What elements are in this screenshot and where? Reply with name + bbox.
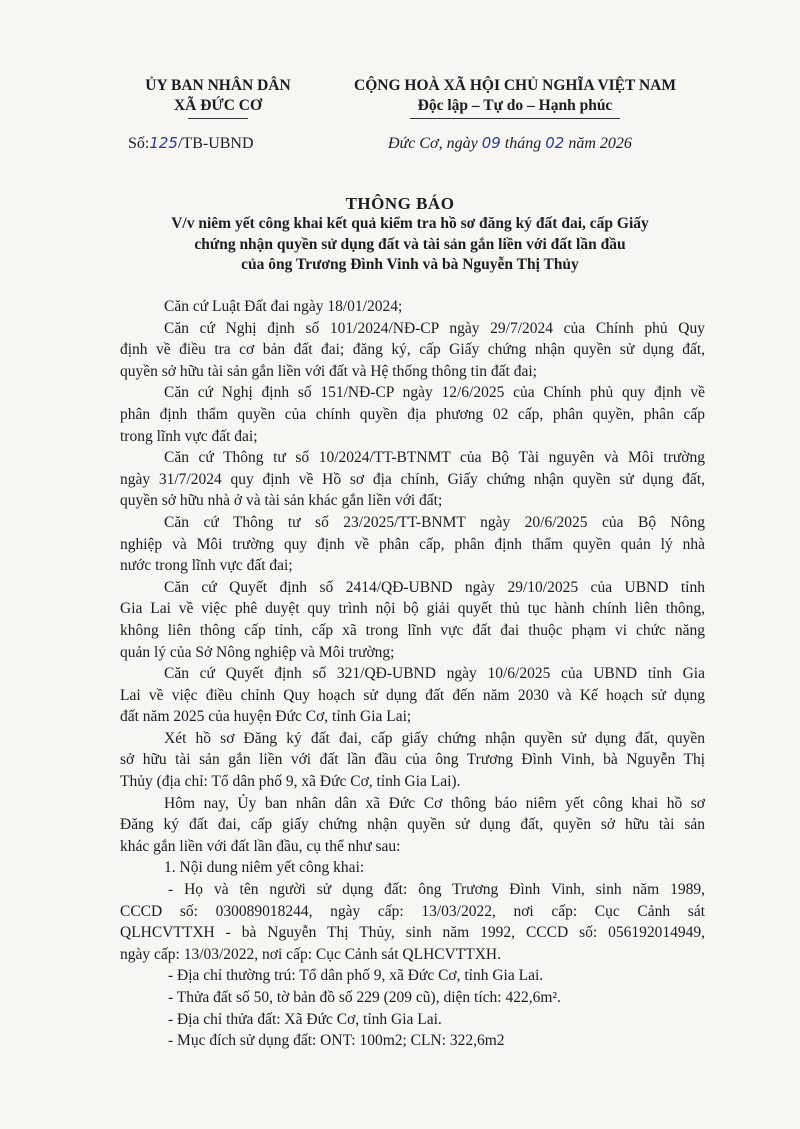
body-line: nghiệp và Môi trường quy định về phân cấp, phân định thẩm quyền quản lý nhà [120, 535, 705, 553]
body-line: quản lý của Sở Nông nghiệp và Môi trường; [120, 643, 395, 661]
body-line: ngày cấp: 13/03/2022, nơi cấp: Cục Cảnh sát QLHCVTTXH. [120, 945, 501, 963]
body-line: đất năm 2025 của huyện Đức Cơ, tỉnh Gia Lai; [120, 708, 412, 726]
body-line: Gia Lai về việc phê duyệt quy trình nội bộ giải quyết thủ tục hành chính liên thông, [120, 600, 705, 618]
document-subject [120, 214, 700, 276]
body-line: quyền sở hữu tài sản gắn liền với đất và Hệ thống thông tin đất đai; [120, 362, 537, 380]
nation-line-2: Độc lập – Tự do – Hạnh phúc [417, 97, 613, 114]
body-line: - Địa chỉ thửa đất: Xã Đức Cơ, tỉnh Gia Lai. [168, 1010, 442, 1028]
org-line-2: XÃ ĐỨC CƠ [173, 97, 263, 114]
body-line: phân định thẩm quyền của chính quyền địa phương 02 cấp, phân quyền, phân cấp [120, 405, 705, 423]
body-line: Thủy (địa chỉ: Tổ dân phố 9, xã Đức Cơ, tỉnh Gia Lai). [120, 773, 461, 791]
body-line: Lai về việc điều chỉnh Quy hoạch sử dụng đất đến năm 2030 và Kế hoạch sử dụng [120, 686, 705, 704]
body-line: 1. Nội dung niêm yết công khai: [164, 859, 365, 877]
doc-no-handwritten: 125 [149, 134, 178, 152]
nation-underline [410, 118, 620, 119]
body-line: trong lĩnh vực đất đai; [120, 427, 258, 445]
doc-no-suffix: /TB-UBND [177, 135, 254, 152]
body-line: Căn cứ Luật Đất đai ngày 18/01/2024; [164, 298, 403, 315]
body-line: Căn cứ Quyết định số 321/QĐ-UBND ngày 10/6/2025 của UBND tỉnh Gia [164, 665, 705, 683]
body-line: Căn cứ Thông tư số 10/2024/TT-BTNMT của Bộ Tài nguyên và Môi trường [164, 449, 705, 467]
subject-line: V/v niêm yết công khai kết quả kiểm tra hồ sơ đăng ký đất đai, cấp Giấy [171, 215, 649, 232]
body-line: không liên thông cấp tỉnh, cấp xã trong lĩnh vực đất đai thuộc phạm vi chức năng [120, 621, 705, 639]
body-line: quyền sở hữu nhà ở và tài sản khác gắn liền với đất; [120, 492, 443, 510]
body-line: khác gắn liền với đất lần đầu, cụ thể như sau: [120, 837, 401, 855]
date-part-1: Đức Cơ, ngày [388, 135, 482, 152]
document-body [120, 296, 705, 1052]
subject-line: của ông Trương Đình Vinh và bà Nguyễn Thị Thủy [241, 256, 579, 273]
subject-line: chứng nhận quyền sử dụng đất và tài sản gắn liền với đất lần đầu [194, 235, 626, 253]
body-line: Căn cứ Thông tư số 23/2025/TT-BNMT ngày 20/6/2025 của Bộ Nông [164, 513, 705, 531]
issuing-authority [118, 76, 318, 119]
date-part-3: năm 2026 [564, 135, 632, 152]
date-month-handwritten: 02 [545, 134, 565, 152]
body-line: Căn cứ Nghị định số 101/2024/NĐ-CP ngày 29/7/2024 của Chính phủ Quy [164, 319, 705, 337]
body-line: - Địa chỉ thường trú: Tổ dân phố 9, xã Đức Cơ, tỉnh Gia Lai. [168, 967, 544, 985]
org-underline [188, 118, 248, 119]
body-line: - Thửa đất số 50, tờ bản đồ số 229 (209 cũ), diện tích: 422,6m². [168, 989, 561, 1006]
date-day-handwritten: 09 [481, 134, 501, 152]
body-line: sở hữu tài sản gắn liền với đất lần đầu của ông Trương Đình Vinh, bà Nguyễn Thị [120, 751, 705, 769]
body-line: - Họ và tên người sử dụng đất: ông Trương Đình Vinh, sinh năm 1989, [168, 881, 705, 899]
body-line: Đăng ký đất đai, cấp giấy chứng nhận quyền sử dụng đất, quyền sở hữu tài sản [120, 816, 705, 834]
body-line: CCCD số: 030089018244, ngày cấp: 13/03/2022, nơi cấp: Cục Cảnh sát [120, 902, 705, 920]
date-part-2: tháng [500, 135, 546, 152]
org-line-1: ỦY BAN NHÂN DÂN [145, 77, 291, 94]
doc-no-prefix: Số: [128, 135, 150, 152]
document-title: THÔNG BÁO [345, 194, 455, 213]
document-number [128, 134, 254, 153]
body-line: Căn cứ Nghị định số 151/NĐ-CP ngày 12/6/2025 của Chính phủ quy định về [164, 384, 705, 402]
body-line: Hôm nay, Ủy ban nhân dân xã Đức Cơ thông báo niêm yết công khai hồ sơ [164, 794, 705, 812]
body-line: Căn cứ Quyết định số 2414/QĐ-UBND ngày 29/10/2025 của UBND tỉnh [164, 578, 705, 596]
place-and-date [388, 134, 632, 153]
body-line: Xét hồ sơ Đăng ký đất đai, cấp giấy chứng nhận quyền sử dụng đất, quyền [164, 729, 705, 747]
body-line: nước trong lĩnh vực đất đai; [120, 557, 293, 575]
body-line: QLHCVTTXH - bà Nguyễn Thị Thủy, sinh năm 1992, CCCD số: 056192014949, [120, 924, 705, 942]
nation-line-1: CỘNG HOÀ XÃ HỘI CHỦ NGHĨA VIỆT NAM [354, 77, 676, 94]
body-line: định về điều tra cơ bản đất đai; đăng ký, cấp Giấy chứng nhận quyền sử dụng đất, [120, 341, 705, 359]
body-line: ngày 31/7/2024 quy định về Hồ sơ địa chính, Giấy chứng nhận quyền sử dụng đất, [120, 470, 705, 488]
national-header [325, 76, 705, 119]
body-line: - Mục đích sử dụng đất: ONT: 100m2; CLN: 322,6m2 [168, 1032, 505, 1050]
